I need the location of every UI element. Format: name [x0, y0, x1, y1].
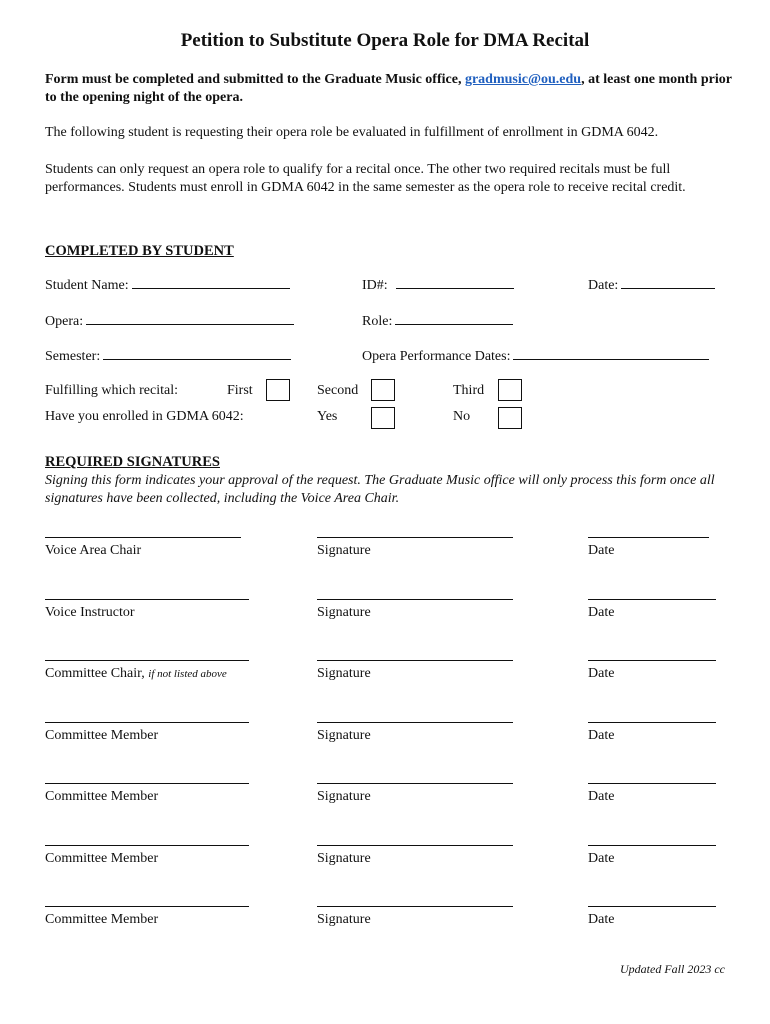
signer-role-note: if not listed above	[148, 668, 227, 680]
id-label: ID#:	[362, 278, 388, 293]
role-name-line[interactable]	[45, 537, 241, 538]
signature-date-label: Date	[588, 605, 615, 620]
signer-role-name: Committee Member	[45, 912, 159, 927]
signer-role-name: Committee Chair,	[45, 666, 145, 681]
signature-line[interactable]	[317, 537, 513, 538]
signature-date-line[interactable]	[588, 845, 716, 846]
signature-date-label: Date	[588, 666, 615, 681]
signer-role-name: Committee Member	[45, 851, 159, 866]
enrolled-yes-checkbox[interactable]	[371, 407, 395, 429]
signature-date-line[interactable]	[588, 599, 716, 600]
role-name-line[interactable]	[45, 906, 249, 907]
student-date-field[interactable]	[588, 276, 715, 294]
signer-role-name: Voice Area Chair	[45, 543, 142, 558]
submission-instructions	[45, 71, 735, 106]
student-name-field[interactable]	[45, 276, 290, 294]
signature-date-line[interactable]	[588, 783, 716, 784]
signature-label: Signature	[317, 851, 371, 866]
signature-line[interactable]	[317, 906, 513, 907]
performance-dates-label: Opera Performance Dates:	[362, 349, 511, 364]
email-link[interactable]: gradmusic@ou.edu	[464, 72, 582, 87]
signature-label: Signature	[317, 543, 371, 558]
recital-second-checkbox[interactable]	[371, 379, 395, 401]
signature-label: Signature	[317, 912, 371, 927]
signature-date-line[interactable]	[588, 906, 716, 907]
recital-third-checkbox[interactable]	[498, 379, 522, 401]
student-name-label: Student Name:	[45, 278, 129, 293]
id-line[interactable]	[396, 276, 514, 289]
performance-dates-line[interactable]	[513, 347, 709, 360]
signature-label: Signature	[317, 605, 371, 620]
recital-question: Fulfilling which recital:	[45, 383, 178, 398]
student-name-line[interactable]	[132, 276, 290, 289]
enrolled-yes-label: Yes	[317, 409, 338, 424]
signer-role-label	[45, 851, 158, 867]
signature-label: Signature	[317, 666, 371, 681]
footer-updated: Updated Fall 2023 cc	[620, 962, 725, 976]
recital-third-label: Third	[453, 383, 485, 398]
recital-first-label: First	[227, 383, 253, 398]
student-section-heading: COMPLETED BY STUDENT	[45, 243, 234, 259]
signer-role-name: Committee Member	[45, 789, 159, 804]
signer-role-label	[45, 728, 158, 744]
signature-date-label: Date	[588, 543, 615, 558]
signer-role-label	[45, 605, 135, 621]
recital-first-checkbox[interactable]	[266, 379, 290, 401]
instructions-suffix: , at least one month prior to the opening night of the opera.	[45, 72, 732, 105]
page-title: Petition to Substitute Opera Role for DMA Recital	[180, 30, 590, 51]
signature-date-label: Date	[588, 789, 615, 804]
signature-line[interactable]	[317, 660, 513, 661]
signature-date-line[interactable]	[588, 537, 709, 538]
student-date-line[interactable]	[621, 276, 715, 289]
role-label: Role:	[362, 314, 393, 329]
signatures-instructions: Signing this form indicates your approval of the request. The Graduate Music office will only process this form once all signatures have been collected, including the Voice Area Chair.	[45, 473, 715, 506]
id-field[interactable]	[362, 276, 514, 294]
student-date-label: Date:	[588, 278, 619, 293]
semester-line[interactable]	[103, 347, 291, 360]
instructions-prefix: Form must be completed and submitted to the Graduate Music office,	[45, 72, 465, 87]
signer-role-label	[45, 789, 158, 805]
signature-date-line[interactable]	[588, 722, 716, 723]
signature-line[interactable]	[317, 722, 513, 723]
enrolled-question: Have you enrolled in GDMA 6042:	[45, 409, 244, 424]
semester-field[interactable]	[45, 347, 291, 365]
signer-role-name: Voice Instructor	[45, 605, 135, 620]
role-name-line[interactable]	[45, 845, 249, 846]
semester-label: Semester:	[45, 349, 101, 364]
opera-label: Opera:	[45, 314, 84, 329]
signer-role-name: Committee Member	[45, 728, 159, 743]
signature-date-label: Date	[588, 851, 615, 866]
role-name-line[interactable]	[45, 722, 249, 723]
signature-line[interactable]	[317, 783, 513, 784]
signer-role-label	[45, 666, 227, 682]
signature-line[interactable]	[317, 599, 513, 600]
signature-date-line[interactable]	[588, 660, 716, 661]
signer-role-label	[45, 912, 158, 928]
signature-line[interactable]	[317, 845, 513, 846]
opera-line[interactable]	[86, 312, 294, 325]
enrolled-no-checkbox[interactable]	[498, 407, 522, 429]
recital-second-label: Second	[317, 383, 359, 398]
enrolled-no-label: No	[453, 409, 471, 424]
rules-paragraph: Students can only request an opera role to qualify for a recital once. The other two required recitals must be full performances. Students must enroll in GDMA 6042 in the same semester as the opera role to receive recital credit.	[45, 162, 686, 195]
signer-role-label	[45, 543, 141, 559]
role-name-line[interactable]	[45, 660, 249, 661]
signature-date-label: Date	[588, 728, 615, 743]
role-line[interactable]	[395, 312, 513, 325]
role-name-line[interactable]	[45, 599, 249, 600]
role-field[interactable]	[362, 312, 513, 330]
performance-dates-field[interactable]	[362, 347, 709, 365]
role-name-line[interactable]	[45, 783, 249, 784]
signatures-section-heading: REQUIRED SIGNATURES	[45, 454, 220, 470]
signature-label: Signature	[317, 728, 371, 743]
request-paragraph: The following student is requesting their opera role be evaluated in fulfillment of enrollment in GDMA 6042.	[45, 125, 659, 140]
signature-label: Signature	[317, 789, 371, 804]
signature-date-label: Date	[588, 912, 615, 927]
opera-field[interactable]	[45, 312, 294, 330]
